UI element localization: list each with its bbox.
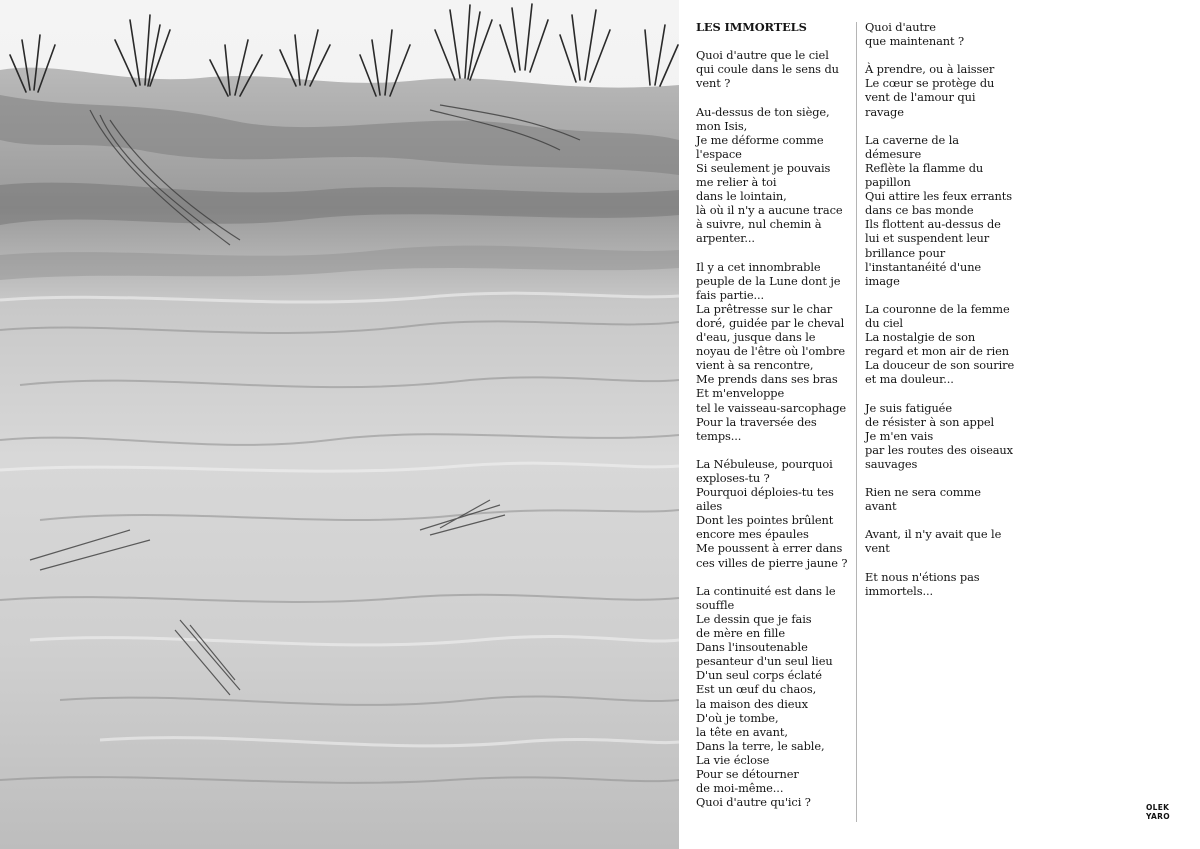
poem-line: dans ce bas monde (865, 203, 974, 218)
poem-line: Dans l'insoutenable (696, 640, 808, 655)
poem-line: noyau de l'être où l'ombre (696, 344, 846, 359)
poem-line: Et m'enveloppe (696, 386, 785, 401)
poem-line: et ma douleur... (865, 372, 954, 387)
poem-line: vent ? (696, 76, 731, 91)
poem-line: Me prends dans ses bras (696, 372, 838, 387)
poem-line: vent de l'amour qui (865, 90, 976, 105)
poem-title: LES IMMORTELS (696, 20, 807, 34)
poem-line: Pour se détourner (696, 766, 799, 781)
poem-line: la maison des dieux (696, 696, 808, 711)
poem-line: avant (865, 499, 897, 514)
poem-line: doré, guidée par le cheval (696, 315, 845, 330)
poem-line: de mère en fille (696, 626, 785, 641)
poem-line: Pourquoi déploies-tu tes (696, 485, 834, 500)
stanza (696, 48, 856, 90)
poem-line: ces villes de pierre jaune ? (696, 555, 848, 570)
stanza (865, 527, 1025, 555)
poem-line: Quoi d'autre qu'ici ? (696, 795, 811, 810)
poem-line: l'instantanéité d'une (865, 259, 982, 274)
poem-line: Le cœur se protège du (865, 76, 995, 91)
poem-line: brillance pour (865, 245, 946, 260)
poem-line: D'où je tombe, (696, 710, 779, 725)
poem-line: La couronne de la femme (865, 301, 1010, 316)
poem-line: démesure (865, 146, 922, 161)
poem-line: Avant, il n'y avait que le (865, 527, 1002, 542)
column-divider (856, 22, 857, 822)
poem-line: Reflète la flamme du (865, 160, 984, 175)
poem-line: souffle (696, 597, 735, 612)
poem-line: Si seulement je pouvais (696, 160, 831, 175)
poem-line: Il y a cet innombrable (696, 259, 821, 274)
poem-line: arpenter... (696, 231, 755, 246)
stanza-list-left (696, 48, 856, 809)
poem-line: de résister à son appel (865, 414, 995, 429)
poem-line: Le dessin que je fais (696, 611, 812, 626)
poem-line: Je m'en vais (865, 428, 934, 443)
stanza-list-right (865, 20, 1025, 598)
poem-line: Quoi d'autre que le ciel (696, 48, 829, 63)
stanza (865, 62, 1025, 118)
poem-line: La nostalgie de son (865, 330, 976, 345)
poem-line: La douceur de son sourire (865, 358, 1015, 373)
stanza (696, 584, 856, 810)
poem-line: D'un seul corps éclaté (696, 668, 822, 683)
poem-line: exploses-tu ? (696, 471, 770, 485)
stanza (865, 302, 1025, 387)
stanza (865, 485, 1025, 513)
poem-line: d'eau, jusque dans le (696, 330, 816, 345)
poem-line: pesanteur d'un seul lieu (696, 654, 833, 669)
poem-line: Et nous n'étions pas (865, 569, 980, 584)
poem-line: sauvages (865, 456, 918, 471)
poem-line: Me poussent à errer dans (696, 541, 843, 556)
poem-line: tel le vaisseau-sarcophage (696, 400, 847, 415)
poem-line: La caverne de la (865, 132, 959, 147)
poem-line: immortels... (865, 583, 934, 598)
stanza (865, 133, 1025, 288)
poem-line: encore mes épaules (696, 527, 809, 542)
stanza (696, 260, 856, 443)
poem-line: Dont les pointes brûlent (696, 513, 834, 528)
author-signature (1146, 803, 1170, 821)
poem-line: Est un œuf du chaos, (696, 682, 817, 697)
stanza (696, 105, 856, 246)
poem-line: lui et suspendent leur (865, 231, 990, 246)
poem-line: ailes (696, 499, 723, 514)
poem-line: l'espace (696, 146, 742, 161)
poem-line: regard et mon air de rien (865, 344, 1009, 359)
poem-line: à suivre, nul chemin à (696, 217, 822, 232)
stanza (865, 570, 1025, 598)
poem-line: ravage (865, 104, 904, 119)
poem-line: par les routes des oiseaux (865, 442, 1013, 457)
poem-line: papillon (865, 175, 911, 190)
poem-line: fais partie... (696, 287, 765, 302)
poem-line: La Nébuleuse, pourquoi (696, 456, 833, 471)
poem-line: du ciel (865, 315, 903, 330)
poem-line: peuple de la Lune dont je (696, 273, 841, 288)
poem-column-right (865, 20, 1025, 612)
poem-line: la tête en avant, (696, 724, 788, 739)
poem-line: La vie éclose (696, 752, 770, 767)
poem-line: Dans la terre, le sable, (696, 738, 825, 753)
signature-line-1: OLEK (1146, 803, 1170, 812)
poem-line: À prendre, ou à laisser (865, 62, 995, 77)
poem-line: Je suis fatiguée (865, 400, 952, 415)
poem-line: Quoi d'autre (865, 20, 936, 34)
signature-line-2: YARO (1146, 812, 1170, 821)
poem-line: Au-dessus de ton siège, (696, 104, 830, 119)
poem-line: qui coule dans le sens du (696, 62, 839, 77)
poem-line: vent (865, 541, 890, 556)
poem-line: dans le lointain, (696, 189, 787, 204)
stanza (696, 457, 856, 570)
poem-line: image (865, 273, 900, 288)
poem-line: de moi-même... (696, 781, 784, 796)
poem-column-left (696, 20, 856, 823)
poem-line: Je me déforme comme (696, 132, 824, 147)
poem-line: me relier à toi (696, 175, 777, 190)
poem-line: là où il n'y a aucune trace (696, 203, 843, 218)
poem-line: temps... (696, 428, 742, 443)
poem-line: Ils flottent au-dessus de (865, 217, 1001, 232)
poem-line: Pour la traversée des (696, 414, 817, 429)
poem-line: La continuité est dans le (696, 583, 836, 598)
stanza (865, 20, 1025, 48)
poem-line: La prêtresse sur le char (696, 301, 833, 316)
poem-line: Qui attire les feux errants (865, 189, 1013, 204)
poem-line: mon Isis, (696, 118, 748, 133)
stanza (865, 401, 1025, 471)
poem-line: vient à sa rencontre, (696, 358, 814, 373)
poem-line: Rien ne sera comme (865, 485, 981, 500)
poem-line: que maintenant ? (865, 34, 965, 49)
